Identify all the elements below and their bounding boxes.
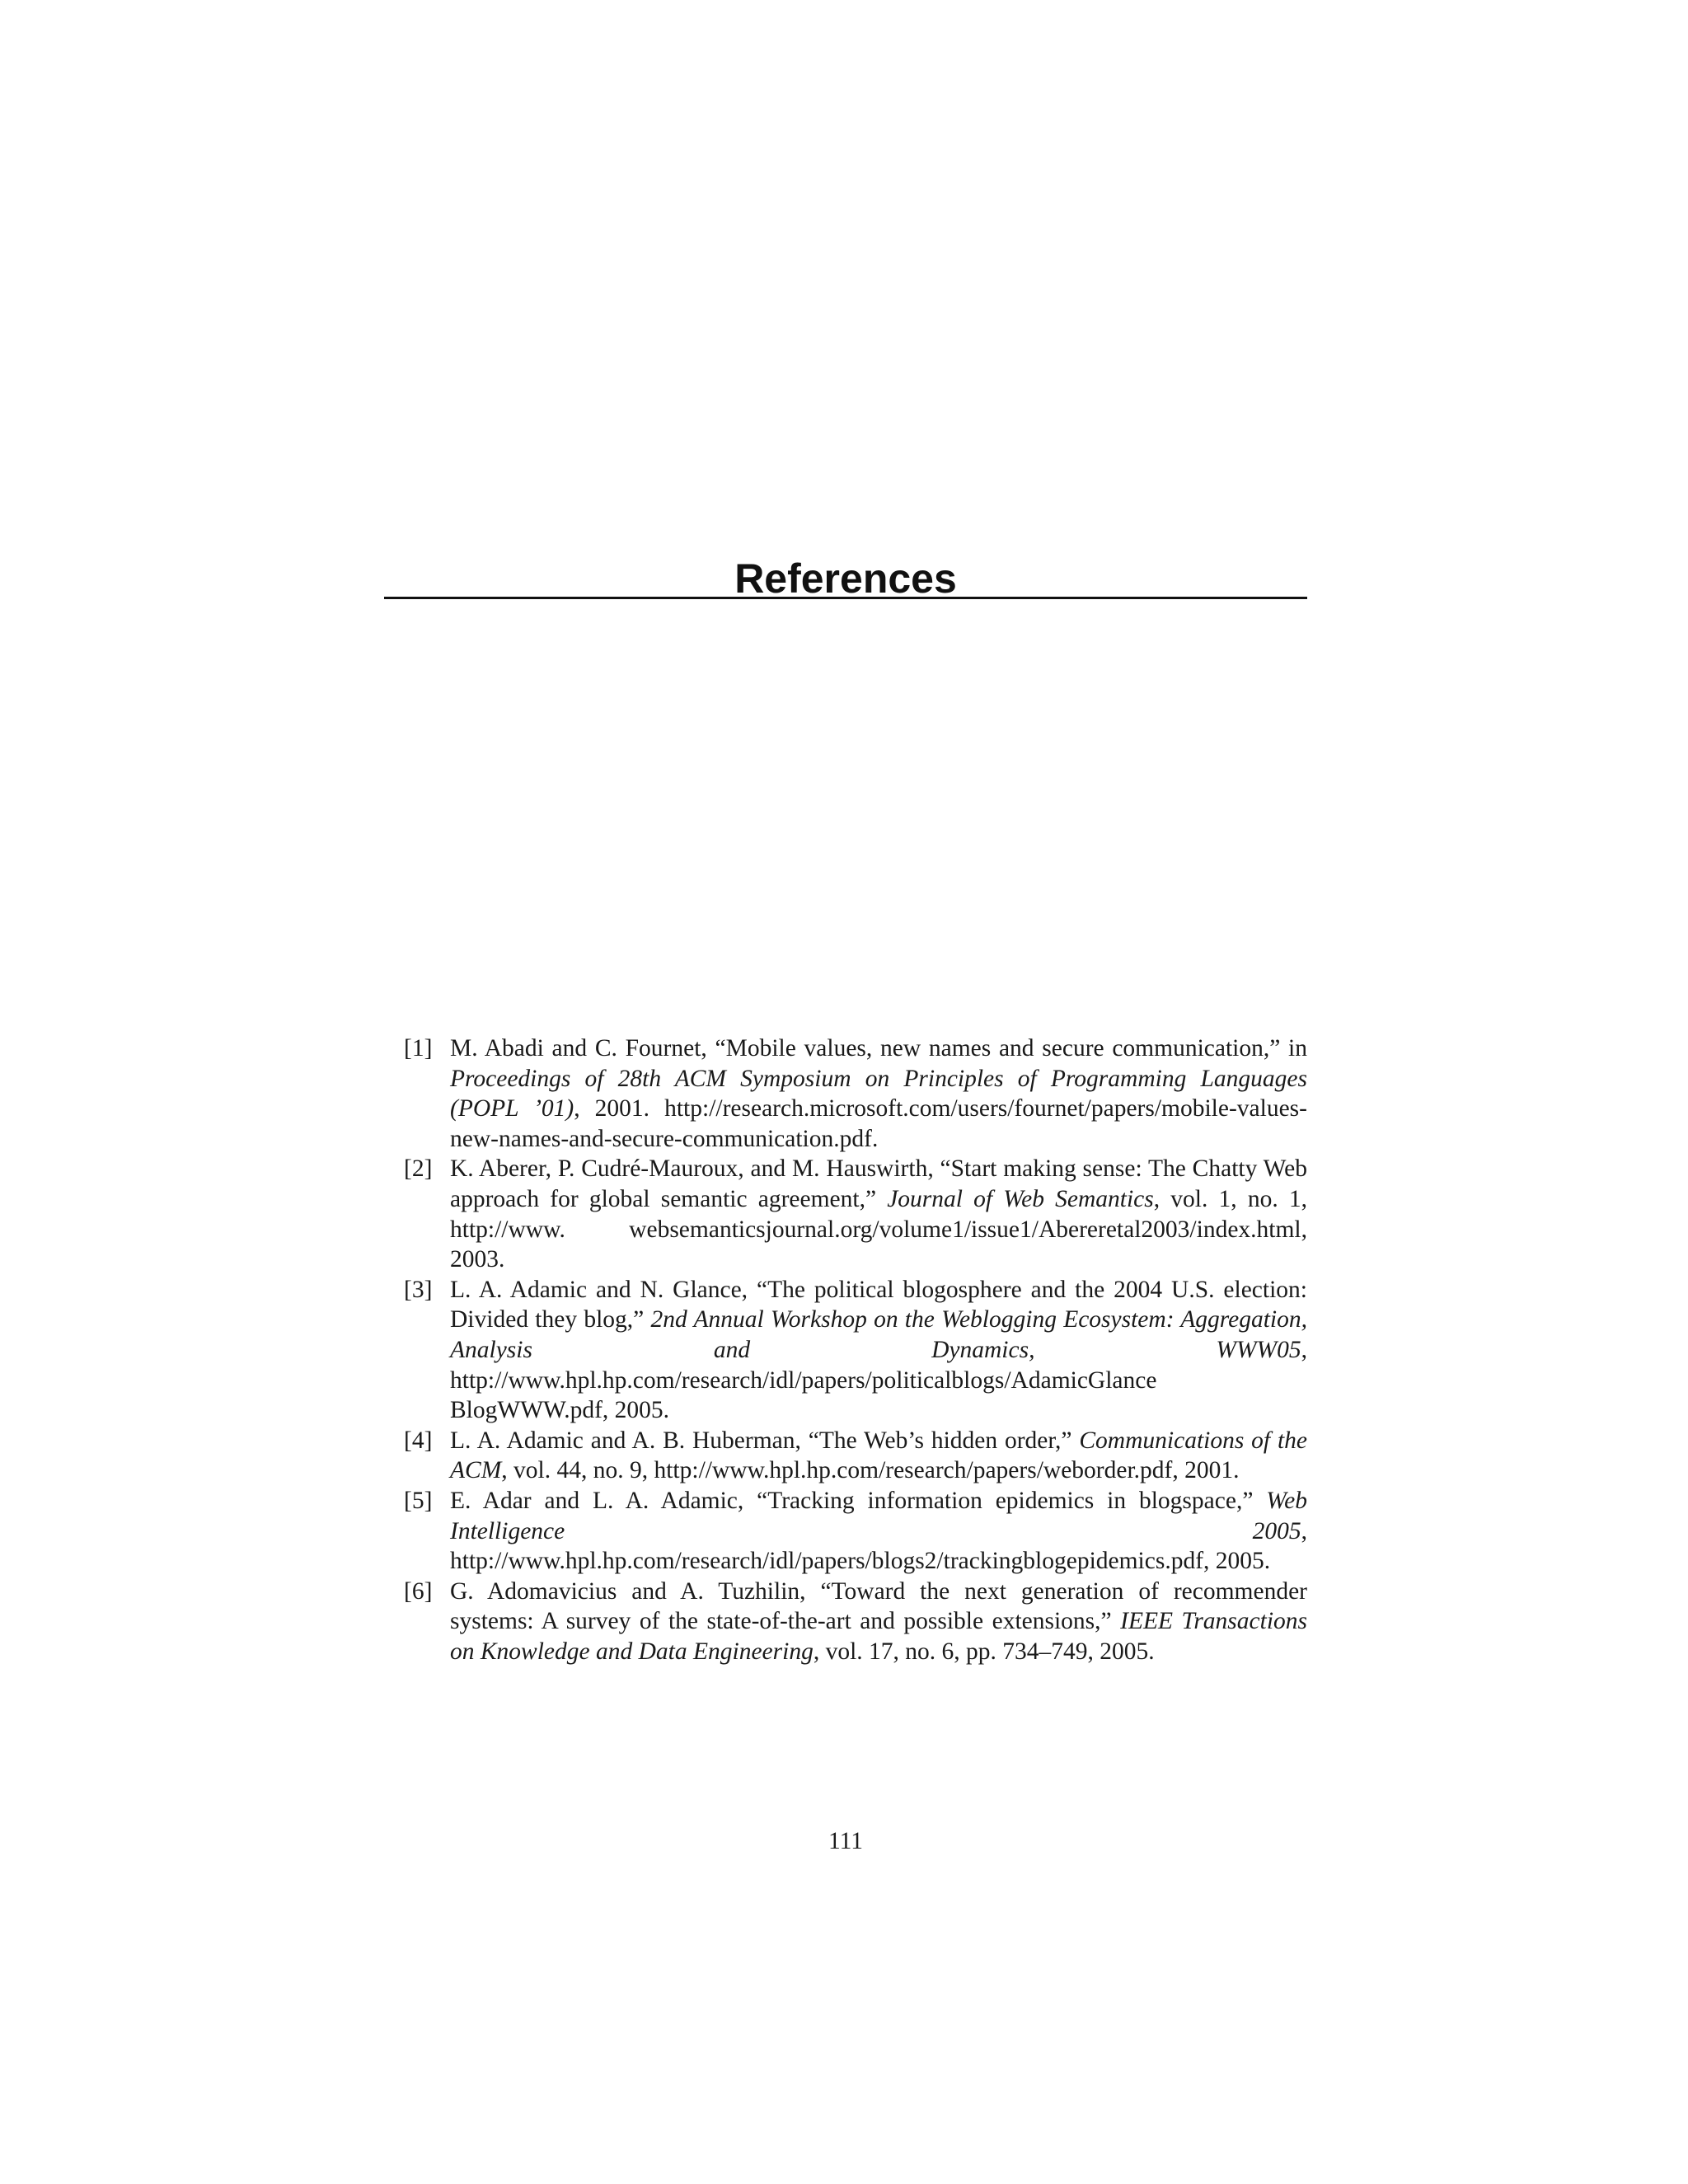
chapter-title: References [734,555,957,602]
reference-authors-title: L. A. Adamic and N. Glance, “The political blogosphere and the 2004 U.S. election: Divided they blog,” [450,1276,1307,1333]
reference-text [450,1488,1307,1574]
reference-item [404,1033,1307,1154]
reference-details: , vol. 1, no. 1, http://www. websemanticsjournal.org/volume1/issue1/Abereretal2003/index.html, 2003. [450,1185,1307,1273]
reference-venue: Communications of the ACM [450,1427,1308,1484]
reference-item [404,1426,1307,1486]
page-number: 111 [828,1828,864,1854]
reference-authors-title: M. Abadi and C. Fournet, “Mobile values, new names and secure communication,” in [450,1035,1307,1062]
reference-text [450,1277,1307,1423]
reference-authors-title: E. Adar and L. A. Adamic, “Tracking information epidemics in blogspace,” [450,1487,1267,1514]
reference-item [404,1275,1307,1426]
title-rule [384,597,1307,599]
reference-number: [1] [404,1035,433,1062]
reference-number: [5] [404,1487,433,1514]
reference-venue: IEEE Transactions on Knowledge and Data Engineering [450,1608,1307,1665]
reference-text [450,1155,1307,1272]
reference-item [404,1577,1307,1667]
reference-number: [4] [404,1427,433,1454]
reference-venue: 2nd Annual Workshop on the Weblogging Ecosystem: Aggregation, Analysis and Dynamics, WWW05 [450,1306,1308,1363]
reference-venue: Web Intelligence 2005 [450,1487,1307,1544]
reference-details: , vol. 44, no. 9, http://www.hpl.hp.com/research/papers/weborder.pdf, 2001. [501,1457,1240,1484]
reference-authors-title: L. A. Adamic and A. B. Huberman, “The Web’s hidden order,” [450,1427,1080,1454]
reference-number: [6] [404,1577,433,1605]
reference-venue: Journal of Web Semantics [887,1185,1154,1212]
reference-details: , 2001. http://research.microsoft.com/users/fournet/papers/mobile-values-new-names-and-secure-communication.pdf. [450,1095,1307,1152]
reference-list [404,1033,1307,1666]
reference-text [450,1035,1307,1152]
reference-text [450,1427,1307,1484]
reference-venue: Proceedings of 28th ACM Symposium on Principles of Programming Languages (POPL ’01) [450,1065,1307,1122]
reference-number: [3] [404,1276,433,1303]
reference-item [404,1486,1307,1577]
reference-number: [2] [404,1155,433,1183]
reference-details: , vol. 17, no. 6, pp. 734–749, 2005. [813,1638,1155,1665]
reference-details: , http://www.hpl.hp.com/research/idl/papers/blogs2/trackingblogepidemics.pdf, 2005. [450,1517,1307,1575]
reference-authors-title: K. Aberer, P. Cudré-Mauroux, and M. Hauswirth, “Start making sense: The Chatty Web approach for global semantic agreement,” [450,1155,1307,1212]
reference-authors-title: G. Adomavicius and A. Tuzhilin, “Toward the next generation of recommender systems: A survey of the state-of-the-art and possible extensions,” [450,1577,1307,1635]
reference-item [404,1154,1307,1274]
reference-details: , http://www.hpl.hp.com/research/idl/papers/politicalblogs/AdamicGlance BlogWWW.pdf, 2005. [450,1336,1307,1424]
reference-text [450,1578,1307,1665]
